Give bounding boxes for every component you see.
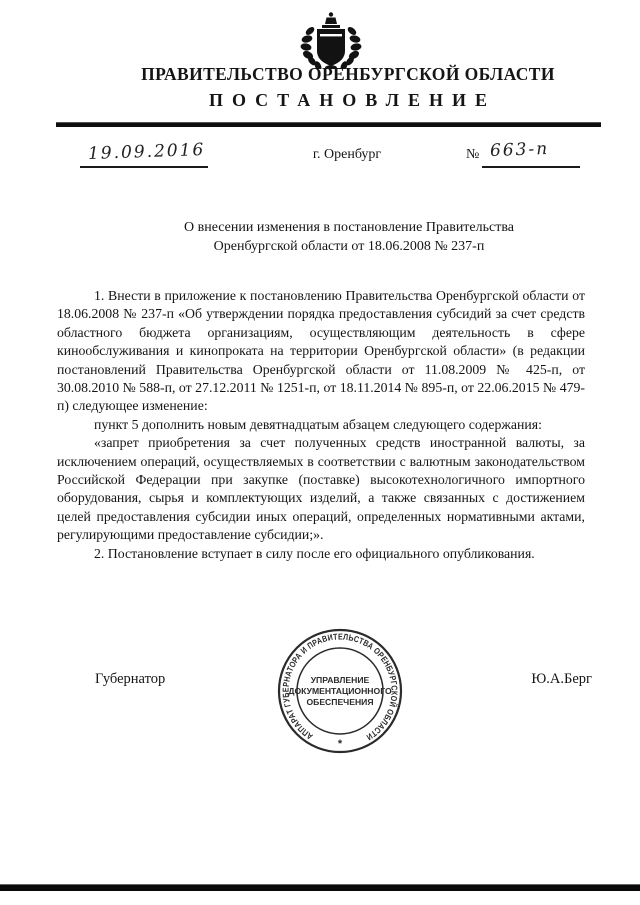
official-round-stamp (275, 626, 405, 756)
number-handwritten: 663-п (489, 138, 550, 162)
body-paragraph: 2. Постановление вступает в силу после его официального опубликования. (94, 545, 535, 561)
body-paragraph: 1. Внести в приложение к постановлению Правительства Оренбургской области от 18.06.2008 № 237-п «Об утверждении порядка предоставления субсидий за счет средств областного бюджета организациям, осуществляющим деятельность в сфере кинообслуживания и кинопроката на территории Оренбургской области» (в редакции постановлений Правительства Оренбургской области от 11.08.2009 № 425-п, от 30.08.2010 № 588-п, от 27.12.2011 № 1251-п, от 18.11.2014 № 895-п, от 22.06.2015 № 479-п) следующее изменение: (57, 288, 585, 414)
body-text (57, 287, 585, 563)
number-sign: № (466, 147, 480, 162)
body-paragraph: «запрет приобретения за счет полученных средств иностранной валюты, за исключением операций, осуществляемых в соответствии с валютным законодательством Российской Федерации при закупке (поставке) высокотехнологичного импортного оборудования, сырья и комплектующих изделий, а также связанных с достижением целей предоставления субсидии иных операций, определенных нормативными актами, регулирующими предоставление субсидии;». (57, 435, 585, 543)
doc-type-title: ПОСТАНОВЛЕНИЕ (208, 90, 497, 110)
number-underline (482, 166, 580, 168)
subject-title: О внесении изменения в постановление Правительства Оренбургской области от 18.06.2008 № 237-п (184, 220, 514, 254)
body-paragraph: пункт 5 дополнить новым девятнадцатым абзацем следующего содержания: (94, 416, 542, 432)
signature-title: Губернатор (95, 671, 166, 687)
stamp-center-line: ОБЕСПЕЧЕНИЯ (306, 697, 374, 707)
stamp-ring-text: АППАРАТ ГУБЕРНАТОРА И ПРАВИТЕЛЬСТВА ОРЕНБУРГСКОЙ ОБЛАСТИ (280, 631, 400, 744)
date-handwritten: 19.09.2016 (87, 139, 206, 165)
stamp-center-line: УПРАВЛЕНИЕ (310, 675, 370, 685)
signature-name: Ю.А.Берг (531, 671, 592, 687)
date-underline (80, 166, 208, 168)
stamp-star: * (337, 738, 343, 750)
header-rule (56, 122, 601, 127)
orenburg-coat-of-arms-icon (296, 11, 366, 69)
org-name: ПРАВИТЕЛЬСТВО ОРЕНБУРГСКОЙ ОБЛАСТИ (141, 64, 555, 84)
stamp-center-line: ДОКУМЕНТАЦИОННОГО (288, 686, 392, 696)
place-label: г. Оренбург (312, 147, 382, 162)
page-bottom-edge (0, 884, 640, 891)
